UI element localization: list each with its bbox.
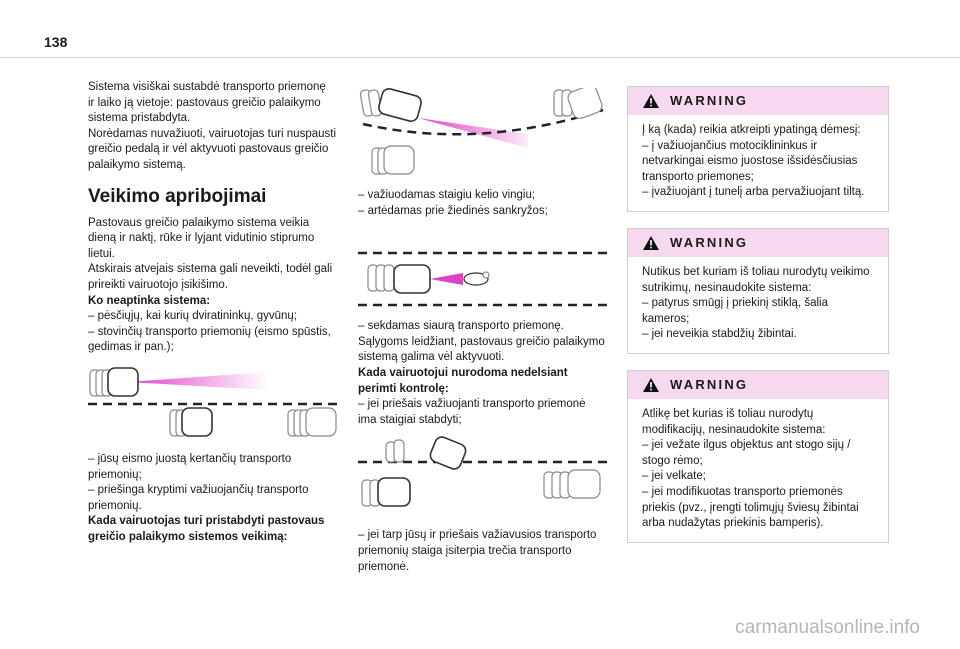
warning-title: WARNING	[670, 377, 749, 393]
warning-box-3	[627, 370, 889, 543]
warning-text: Atlikę bet kurias iš toliau nurodytų modifikacijų, nesinaudokite sistema: – jei vežate ilgus objektus ant stogo sijų / stogo rėmo; – jei velkate; – jei modifikuotas transporto priemonės priekis (pvz., įrengti tolimųjų šviesų žibintai arba nudažytas priekinis bamperis).	[642, 407, 859, 530]
warning-triangle-icon	[642, 93, 660, 109]
suspend-heading: Kada vairuotojas turi pristabdyti pastovaus greičio palaikymo sistemos veikimą:	[88, 515, 325, 543]
not-detected-list: – pėsčiųjų, kai kurių dviratininkų, gyvūnų; – stovinčių transporto priemonių (eismo spūstis, gedimas ir pan.);	[88, 310, 331, 354]
warning-triangle-icon	[642, 377, 660, 393]
illustration-bend	[358, 88, 608, 180]
not-detected-heading: Ko neaptinka sistema:	[88, 294, 211, 307]
warning-box-1	[627, 86, 889, 212]
warning-text: Į ką (kada) reikia atkreipti ypatingą dėmesį: – į važiuojančius motociklininkus ir netvarkingai eismo juostose išsidėsčiusias transporto priemones; – įvažiuojant į tunelį arba pervažiuojant tiltą.	[642, 124, 865, 199]
warning-title: WARNING	[670, 235, 749, 251]
braking-list: – jei priešais važiuojanti transporto priemonė ima staigiai stabdyti;	[358, 398, 586, 426]
warning-header	[628, 229, 888, 257]
cut-in-list: – jei tarp jūsų ir priešais važiavusios transporto priemonių staiga įsiterpia trečia transporto priemonė.	[358, 529, 597, 573]
intro-paragraph: Sistema visiškai sustabdė transporto priemonę ir laiko ją vietoje: pastovaus greičio palaikymo sistema pristabdyta. Norėdamas nuvažiuoti, vairuotojas turi nuspausti greičio pedalą ir vėl aktyvuoti pastovaus greičio palaikymo sistemą.	[88, 81, 337, 171]
watermark: carmanualsonline.info	[735, 617, 920, 638]
section-heading: Veikimo apribojimai	[88, 185, 267, 207]
narrow-vehicle-paragraph: – sekdamas siaurą transporto priemonę. Sąlygoms leidžiant, pastovaus greičio palaikymo sistemą galima vėl aktyvuoti.	[358, 320, 605, 364]
column-3	[627, 86, 889, 559]
limits-paragraph: Pastovaus greičio palaikymo sistema veikia dieną ir naktį, rūke ir lyjant vidutinio stiprumo lietui. Atskirais atvejais sistema gali neveikti, todėl gali prireikti vairuotojo įsikišimo.	[88, 216, 333, 291]
warning-title: WARNING	[670, 93, 749, 109]
takeover-heading: Kada vairuotojui nurodoma nedelsiant perimti kontrolę:	[358, 366, 568, 395]
illustration-crossing-vehicles	[88, 364, 338, 444]
warning-text: Nutikus bet kuriam iš toliau nurodytų veikimo sutrikimų, nesinaudokite sistema: – patyrus smūgį į priekinį stiklą, šalia kameros; – jei neveikia stabdžių žibintai.	[642, 265, 870, 341]
column-2	[358, 88, 616, 575]
bend-list: – važiuodamas staigiu kelio vingiu; – artėdamas prie žiedinės sankryžos;	[358, 189, 548, 217]
page-number: 138	[44, 34, 68, 50]
illustration-narrow-vehicle	[358, 247, 608, 311]
illustration-cut-in	[358, 436, 608, 520]
warning-triangle-icon	[642, 235, 660, 251]
warning-box-2	[627, 228, 889, 354]
column-1	[88, 80, 350, 545]
warning-header	[628, 371, 888, 399]
crossing-list: – jūsų eismo juostą kertančių transporto priemonių; – priešinga kryptimi važiuojančių transporto priemonių.	[88, 452, 309, 512]
warning-header	[628, 87, 888, 115]
header-divider	[0, 57, 960, 58]
